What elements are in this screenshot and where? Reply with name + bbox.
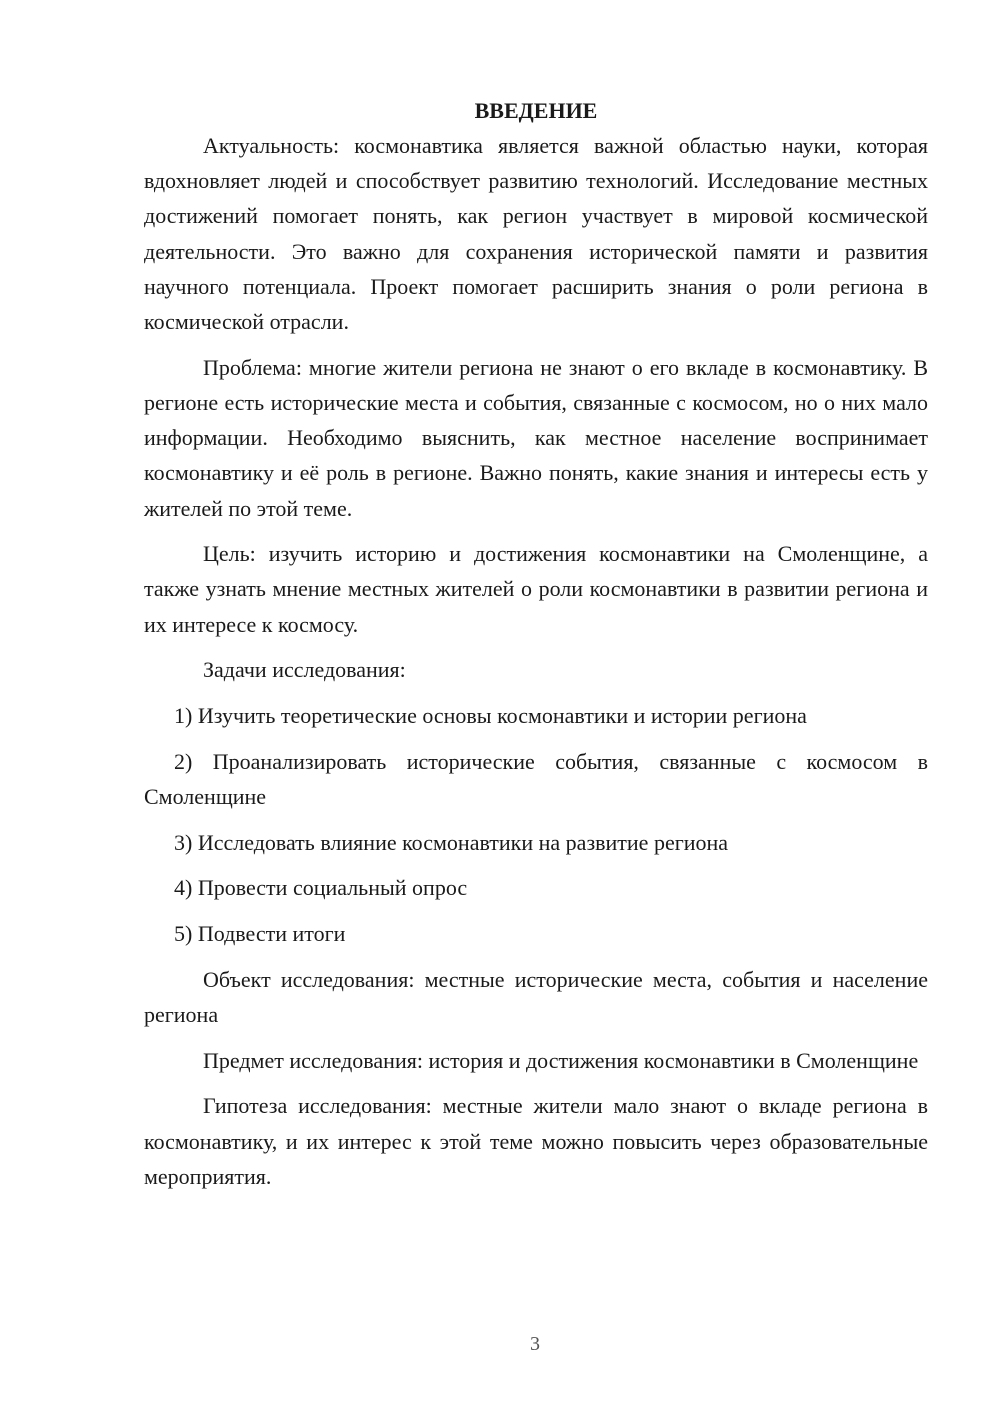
page-title: ВВЕДЕНИЕ — [474, 98, 598, 123]
document-page — [144, 93, 928, 1204]
task-item-1: 1) Изучить теоретические основы космонавтики и истории региона — [174, 703, 807, 729]
task-item-3: 3) Исследовать влияние космонавтики на развитие региона — [174, 829, 729, 855]
page-number: 3 — [530, 1333, 540, 1355]
task-item-2: 2) Проанализировать исторические события, связанные с космосом в Смоленщине — [144, 748, 928, 809]
paragraph-subject: Предмет исследования: история и достижения космонавтики в Смоленщине — [203, 1047, 919, 1073]
paragraph-goal: Цель: изучить историю и достижения космонавтики на Смоленщине, а также узнать мнение местных жителей о роли космонавтики в развитии региона и их интересе к космосу. — [144, 541, 928, 637]
tasks-heading: Задачи исследования: — [203, 657, 406, 683]
paragraph-hypothesis: Гипотеза исследования: местные жители мало знают о вкладе региона в космонавтику, и их интерес к этой теме можно повысить через образовательные мероприятия. — [144, 1093, 928, 1189]
paragraph-problem: Проблема: многие жители региона не знают о его вкладе в космонавтику. В регионе есть исторические места и события, связанные с космосом, но о них мало информации. Необходимо выяснить, как местное население воспринимает космонавтику и её роль в регионе. Важно понять, какие знания и интересы есть у жителей по этой теме. — [144, 354, 928, 521]
task-item-4: 4) Провести социальный опрос — [174, 875, 468, 901]
paragraph-relevance: Актуальность: космонавтика является важной областью науки, которая вдохновляет людей и способствует развитию технологий. Исследование местных достижений помогает понять, как регион участвует в мировой космической деятельности. Это важно для сохранения исторической памяти и развития научного потенциала. Проект помогает расширить знания о роли региона в космической отрасли. — [144, 133, 928, 335]
task-item-5: 5) Подвести итоги — [174, 921, 346, 947]
paragraph-object: Объект исследования: местные исторические места, события и население региона — [144, 966, 928, 1027]
